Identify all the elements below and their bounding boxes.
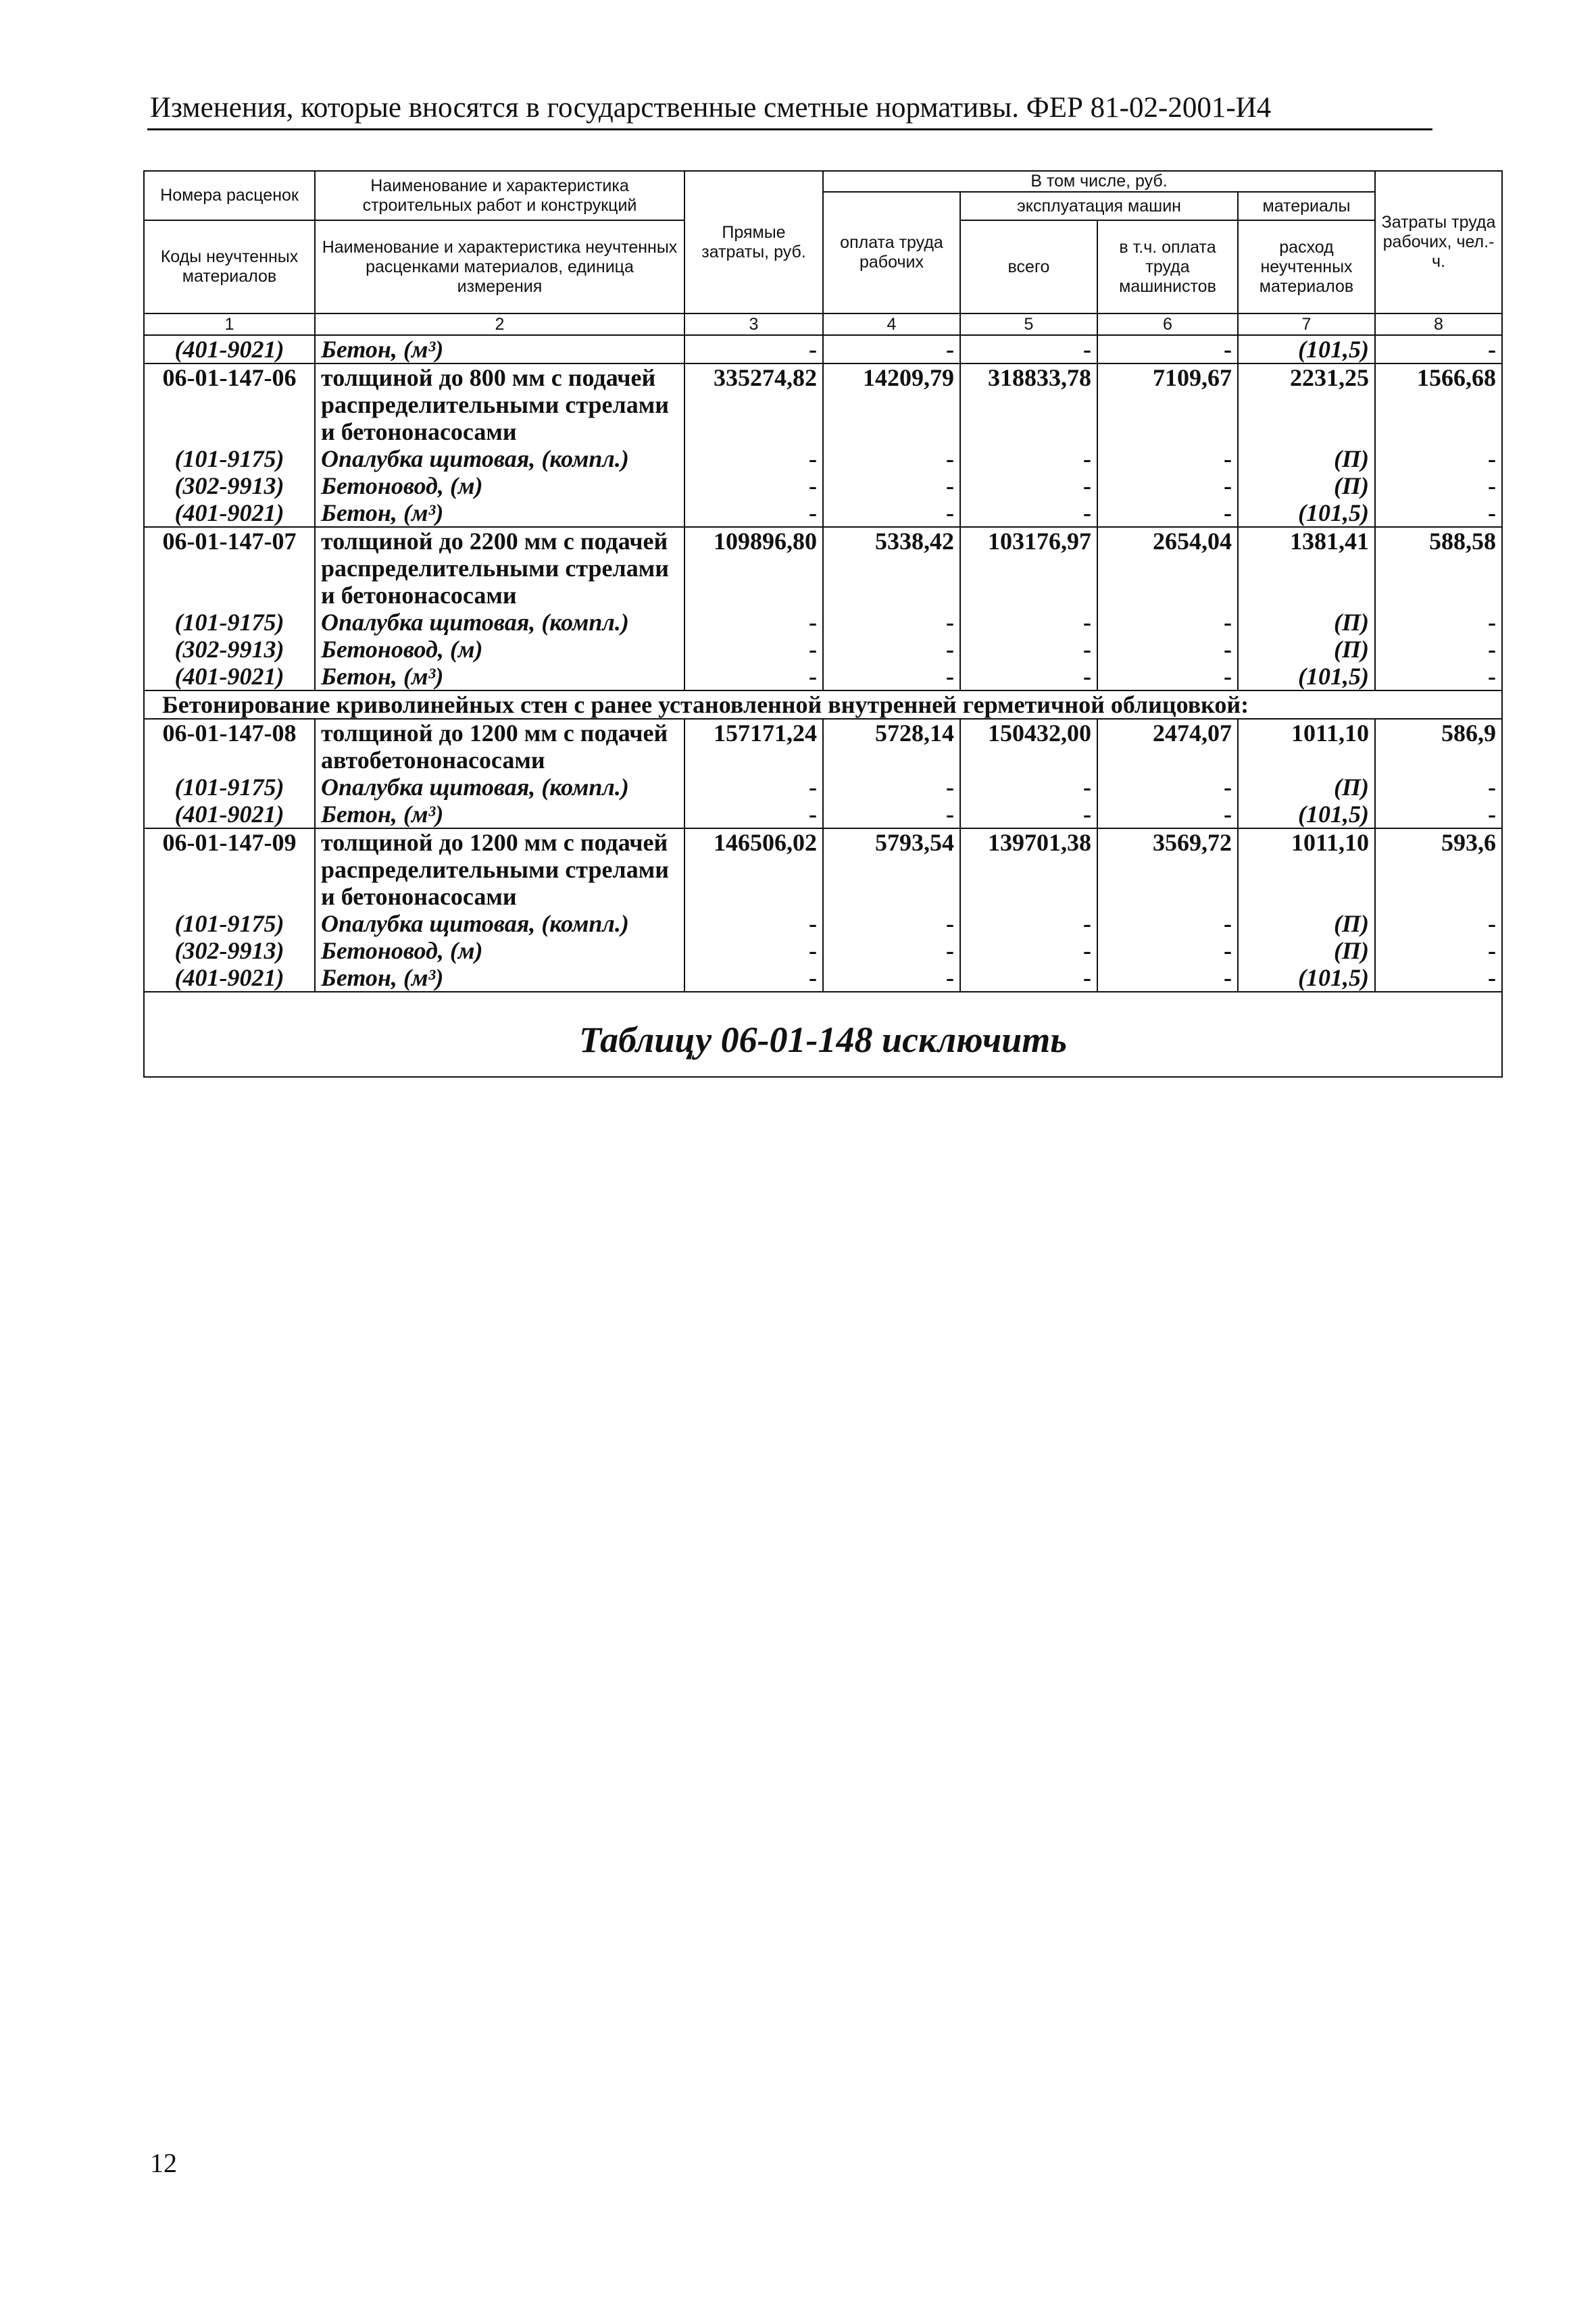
value-cell: - <box>684 910 823 937</box>
value-cell: - <box>1375 472 1502 499</box>
value-cell: - <box>823 910 960 937</box>
value-cell: - <box>823 472 960 499</box>
column-number: 1 <box>144 313 315 335</box>
value-cell: 1011,10 <box>1238 719 1375 774</box>
value-cell: 146506,02 <box>684 828 823 910</box>
header-machinist-pay: в т.ч. оплата труда машинистов <box>1097 220 1238 313</box>
value-cell: 1566,68 <box>1375 363 1502 445</box>
value-cell: - <box>684 609 823 636</box>
value-cell: 1011,10 <box>1238 828 1375 910</box>
value-cell: 5728,14 <box>823 719 960 774</box>
material-name: Опалубка щитовая, (компл.) <box>315 609 684 636</box>
value-cell: - <box>1375 335 1502 363</box>
material-name: Бетон, (м³) <box>315 801 684 828</box>
value-cell: - <box>823 937 960 964</box>
rate-code: 06-01-147-08 <box>144 719 315 774</box>
material-row <box>144 335 1502 363</box>
rate-description: толщиной до 2200 мм с подачей распределительными стрелами и бетононасосами <box>315 527 684 609</box>
header-rule <box>147 128 1432 130</box>
value-cell: - <box>1097 609 1238 636</box>
value-cell: - <box>960 636 1097 663</box>
value-cell: (101,5) <box>1238 499 1375 527</box>
value-cell: - <box>823 636 960 663</box>
rate-code: 06-01-147-09 <box>144 828 315 910</box>
value-cell: - <box>823 964 960 992</box>
value-cell: - <box>684 801 823 828</box>
value-cell: - <box>960 609 1097 636</box>
value-cell: 109896,80 <box>684 527 823 609</box>
value-cell: - <box>1375 801 1502 828</box>
header-machine-total: всего <box>960 220 1097 313</box>
material-name: Опалубка щитовая, (компл.) <box>315 774 684 801</box>
value-cell: 14209,79 <box>823 363 960 445</box>
exclusion-note: Таблицу 06-01-148 исключить <box>144 992 1502 1077</box>
value-cell: - <box>684 335 823 363</box>
column-number: 6 <box>1097 313 1238 335</box>
value-cell: (101,5) <box>1238 335 1375 363</box>
value-cell: (П) <box>1238 609 1375 636</box>
value-cell: - <box>684 964 823 992</box>
value-cell: - <box>1375 937 1502 964</box>
value-cell: 2474,07 <box>1097 719 1238 774</box>
material-row <box>144 609 1502 636</box>
rate-row <box>144 527 1502 609</box>
value-cell: (101,5) <box>1238 964 1375 992</box>
rate-description: толщиной до 1200 мм с подачей автобетононасосами <box>315 719 684 774</box>
header-name-top: Наименование и характеристика строительных работ и конструкций <box>315 171 684 220</box>
value-cell: - <box>823 445 960 472</box>
document-header: Изменения, которые вносятся в государственные сметные нормативы. ФЕР 81-02-2001-И4 <box>150 92 1272 124</box>
value-cell: (101,5) <box>1238 663 1375 690</box>
material-code: (101-9175) <box>144 910 315 937</box>
value-cell: - <box>960 499 1097 527</box>
value-cell: - <box>960 335 1097 363</box>
value-cell: (П) <box>1238 445 1375 472</box>
header-materials: материалы <box>1238 192 1375 220</box>
column-number: 5 <box>960 313 1097 335</box>
value-cell: - <box>1375 445 1502 472</box>
material-code: (101-9175) <box>144 774 315 801</box>
value-cell: - <box>1375 910 1502 937</box>
header-materials-consumption: расход неучтенных материалов <box>1238 220 1375 313</box>
rate-description: толщиной до 800 мм с подачей распределительными стрелами и бетононасосами <box>315 363 684 445</box>
material-name: Бетоновод, (м) <box>315 472 684 499</box>
column-number: 2 <box>315 313 684 335</box>
value-cell: 593,6 <box>1375 828 1502 910</box>
material-row <box>144 445 1502 472</box>
value-cell: - <box>1097 964 1238 992</box>
material-row <box>144 937 1502 964</box>
rate-code: 06-01-147-07 <box>144 527 315 609</box>
rates-table <box>143 170 1503 1078</box>
exclusion-row <box>144 992 1502 1077</box>
header-machine-operation: эксплуатация машин <box>960 192 1238 220</box>
value-cell: - <box>684 499 823 527</box>
header-labor-pay: оплата труда рабочих <box>823 192 960 313</box>
rate-row <box>144 363 1502 445</box>
value-cell: - <box>960 910 1097 937</box>
value-cell: (П) <box>1238 636 1375 663</box>
value-cell: - <box>960 774 1097 801</box>
material-row <box>144 636 1502 663</box>
value-cell: 588,58 <box>1375 527 1502 609</box>
value-cell: - <box>684 774 823 801</box>
value-cell: - <box>684 663 823 690</box>
material-row <box>144 472 1502 499</box>
material-code: (401-9021) <box>144 663 315 690</box>
value-cell: 1381,41 <box>1238 527 1375 609</box>
value-cell: - <box>1097 472 1238 499</box>
material-row <box>144 910 1502 937</box>
value-cell: 103176,97 <box>960 527 1097 609</box>
material-name: Бетон, (м³) <box>315 499 684 527</box>
value-cell: - <box>823 774 960 801</box>
material-name: Опалубка щитовая, (компл.) <box>315 910 684 937</box>
value-cell: - <box>960 964 1097 992</box>
material-code: (401-9021) <box>144 335 315 363</box>
value-cell: - <box>823 335 960 363</box>
table-body <box>144 335 1502 1077</box>
material-name: Бетон, (м³) <box>315 663 684 690</box>
value-cell: 2654,04 <box>1097 527 1238 609</box>
value-cell: 5338,42 <box>823 527 960 609</box>
material-code: (401-9021) <box>144 964 315 992</box>
value-cell: - <box>1097 636 1238 663</box>
rate-code: 06-01-147-06 <box>144 363 315 445</box>
value-cell: - <box>960 445 1097 472</box>
material-row <box>144 663 1502 690</box>
value-cell: - <box>960 937 1097 964</box>
value-cell: - <box>1097 445 1238 472</box>
value-cell: - <box>684 472 823 499</box>
rate-description: толщиной до 1200 мм с подачей распределительными стрелами и бетононасосами <box>315 828 684 910</box>
material-code: (101-9175) <box>144 609 315 636</box>
value-cell: - <box>1097 910 1238 937</box>
value-cell: - <box>960 472 1097 499</box>
material-code: (302-9913) <box>144 472 315 499</box>
value-cell: 5793,54 <box>823 828 960 910</box>
value-cell: - <box>823 609 960 636</box>
header-direct-costs: Прямые затраты, руб. <box>684 171 823 313</box>
column-number: 8 <box>1375 313 1502 335</box>
value-cell: - <box>1097 937 1238 964</box>
value-cell: (101,5) <box>1238 801 1375 828</box>
value-cell: - <box>1375 964 1502 992</box>
value-cell: (П) <box>1238 774 1375 801</box>
value-cell: 150432,00 <box>960 719 1097 774</box>
value-cell: - <box>1375 636 1502 663</box>
column-number: 3 <box>684 313 823 335</box>
page-number: 12 <box>150 2148 177 2178</box>
material-code: (401-9021) <box>144 801 315 828</box>
header-labor-costs: Затраты труда рабочих, чел.-ч. <box>1375 171 1502 313</box>
value-cell: (П) <box>1238 472 1375 499</box>
value-cell: 335274,82 <box>684 363 823 445</box>
value-cell: - <box>1375 609 1502 636</box>
material-code: (101-9175) <box>144 445 315 472</box>
material-name: Бетон, (м³) <box>315 964 684 992</box>
header-codes-bottom: Коды неучтенных материалов <box>144 220 315 313</box>
material-name: Бетон, (м³) <box>315 335 684 363</box>
value-cell: - <box>684 445 823 472</box>
material-code: (302-9913) <box>144 636 315 663</box>
material-name: Опалубка щитовая, (компл.) <box>315 445 684 472</box>
value-cell: - <box>960 801 1097 828</box>
material-row <box>144 499 1502 527</box>
material-row <box>144 964 1502 992</box>
value-cell: 318833,78 <box>960 363 1097 445</box>
material-code: (401-9021) <box>144 499 315 527</box>
value-cell: - <box>960 663 1097 690</box>
value-cell: 139701,38 <box>960 828 1097 910</box>
value-cell: - <box>1097 774 1238 801</box>
value-cell: - <box>1097 335 1238 363</box>
value-cell: - <box>1375 663 1502 690</box>
value-cell: - <box>684 636 823 663</box>
header-codes-top: Номера расценок <box>144 171 315 220</box>
section-heading: Бетонирование криволинейных стен с ранее установленной внутренней герметичной облицовкой: <box>144 690 1502 719</box>
rate-row <box>144 719 1502 774</box>
section-row <box>144 690 1502 719</box>
column-number: 7 <box>1238 313 1375 335</box>
value-cell: - <box>684 937 823 964</box>
rate-row <box>144 828 1502 910</box>
value-cell: 3569,72 <box>1097 828 1238 910</box>
value-cell: - <box>823 663 960 690</box>
value-cell: (П) <box>1238 910 1375 937</box>
value-cell: - <box>1375 499 1502 527</box>
header-including: В том числе, руб. <box>823 171 1375 192</box>
value-cell: 157171,24 <box>684 719 823 774</box>
column-number: 4 <box>823 313 960 335</box>
value-cell: 586,9 <box>1375 719 1502 774</box>
value-cell: - <box>1097 801 1238 828</box>
header-name-bottom: Наименование и характеристика неучтенных расценками материалов, единица измерения <box>315 220 684 313</box>
material-row <box>144 774 1502 801</box>
value-cell: - <box>1375 774 1502 801</box>
value-cell: - <box>823 801 960 828</box>
material-name: Бетоновод, (м) <box>315 937 684 964</box>
value-cell: - <box>1097 663 1238 690</box>
material-code: (302-9913) <box>144 937 315 964</box>
material-name: Бетоновод, (м) <box>315 636 684 663</box>
value-cell: 7109,67 <box>1097 363 1238 445</box>
value-cell: (П) <box>1238 937 1375 964</box>
material-row <box>144 801 1502 828</box>
value-cell: - <box>823 499 960 527</box>
value-cell: - <box>1097 499 1238 527</box>
value-cell: 2231,25 <box>1238 363 1375 445</box>
